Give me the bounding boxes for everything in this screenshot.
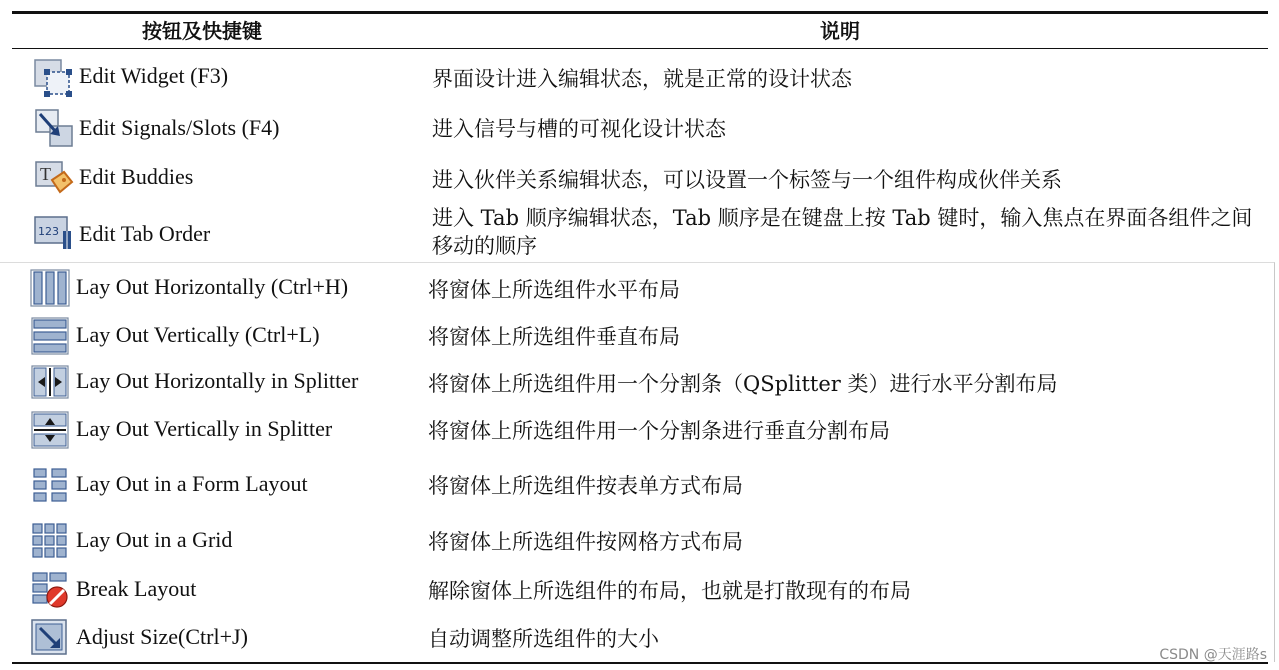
svg-text:T: T [40, 164, 51, 184]
table-row [0, 266, 1279, 310]
edit-widget-label: Edit Widget (F3) [79, 63, 229, 88]
header-description-column: 说明 [820, 19, 860, 43]
splitter-horizontal-label: Lay Out Horizontally in Splitter [76, 368, 359, 393]
table-row [0, 568, 1279, 612]
header-rule [12, 48, 1268, 49]
grid-layout-icon [30, 521, 70, 561]
break-layout-icon [30, 570, 70, 610]
table-row [0, 156, 1279, 200]
table-row [0, 462, 1279, 508]
adjust-size-label: Adjust Size(Ctrl+J) [76, 624, 248, 649]
layout-vertical-icon [30, 316, 70, 356]
splitter-horizontal-icon [30, 362, 70, 402]
edit-signals-slots-label: Edit Signals/Slots (F4) [79, 115, 280, 140]
splitter-horizontal-description: 将窗体上所选组件用一个分割条（QSplitter 类）进行水平分割布局 [428, 372, 1058, 396]
table-row [0, 203, 1279, 261]
layout-horizontal-description: 将窗体上所选组件水平布局 [428, 278, 680, 302]
edit-widget-icon [33, 58, 73, 98]
edit-tab-order-label: Edit Tab Order [79, 221, 211, 246]
table-row [0, 56, 1279, 100]
form-layout-description: 将窗体上所选组件按表单方式布局 [428, 474, 743, 498]
break-layout-label: Break Layout [76, 576, 197, 601]
adjust-size-description: 自动调整所选组件的大小 [428, 627, 659, 651]
edit-widget-description: 界面设计进入编辑状态，就是正常的设计状态 [432, 67, 852, 91]
table-row [0, 314, 1279, 358]
form-layout-icon [30, 465, 70, 505]
adjust-size-icon [30, 618, 70, 658]
grid-layout-label: Lay Out in a Grid [76, 527, 233, 552]
top-rule [12, 11, 1268, 14]
edit-tab-order-icon [33, 213, 73, 253]
table-row [0, 518, 1279, 564]
grid-layout-description: 将窗体上所选组件按网格方式布局 [428, 530, 743, 554]
form-layout-label: Lay Out in a Form Layout [76, 471, 308, 496]
break-layout-description: 解除窗体上所选组件的布局，也就是打散现有的布局 [428, 579, 911, 603]
layout-horizontal-label: Lay Out Horizontally (Ctrl+H) [76, 274, 349, 299]
edit-buddies-description: 进入伙伴关系编辑状态，可以设置一个标签与一个组件构成伙伴关系 [432, 168, 1062, 192]
table-row [0, 360, 1279, 404]
splitter-vertical-description: 将窗体上所选组件用一个分割条进行垂直分割布局 [428, 419, 890, 443]
layout-vertical-label: Lay Out Vertically (Ctrl+L) [76, 322, 320, 347]
watermark: CSDN @天涯路s [1159, 647, 1267, 663]
layout-vertical-description: 将窗体上所选组件垂直布局 [428, 325, 680, 349]
table-row [0, 106, 1279, 150]
layout-horizontal-icon [30, 268, 70, 308]
table-row [0, 408, 1279, 452]
table-row [0, 616, 1279, 660]
edit-buddies-label: Edit Buddies [79, 164, 194, 189]
splitter-vertical-icon [30, 410, 70, 450]
header-button-column: 按钮及快捷键 [142, 19, 262, 43]
edit-buddies-icon [34, 158, 74, 198]
bottom-rule [12, 662, 1268, 664]
svg-text:123: 123 [38, 225, 59, 238]
edit-tab-order-description: 进入 Tab 顺序编辑状态，Tab 顺序是在键盘上按 Tab 键时，输入焦点在界面各组件之间移动的顺序 [432, 206, 1253, 258]
edit-signals-slots-icon [34, 108, 74, 148]
splitter-vertical-label: Lay Out Vertically in Splitter [76, 416, 333, 441]
edit-signals-slots-description: 进入信号与槽的可视化设计状态 [432, 117, 726, 141]
